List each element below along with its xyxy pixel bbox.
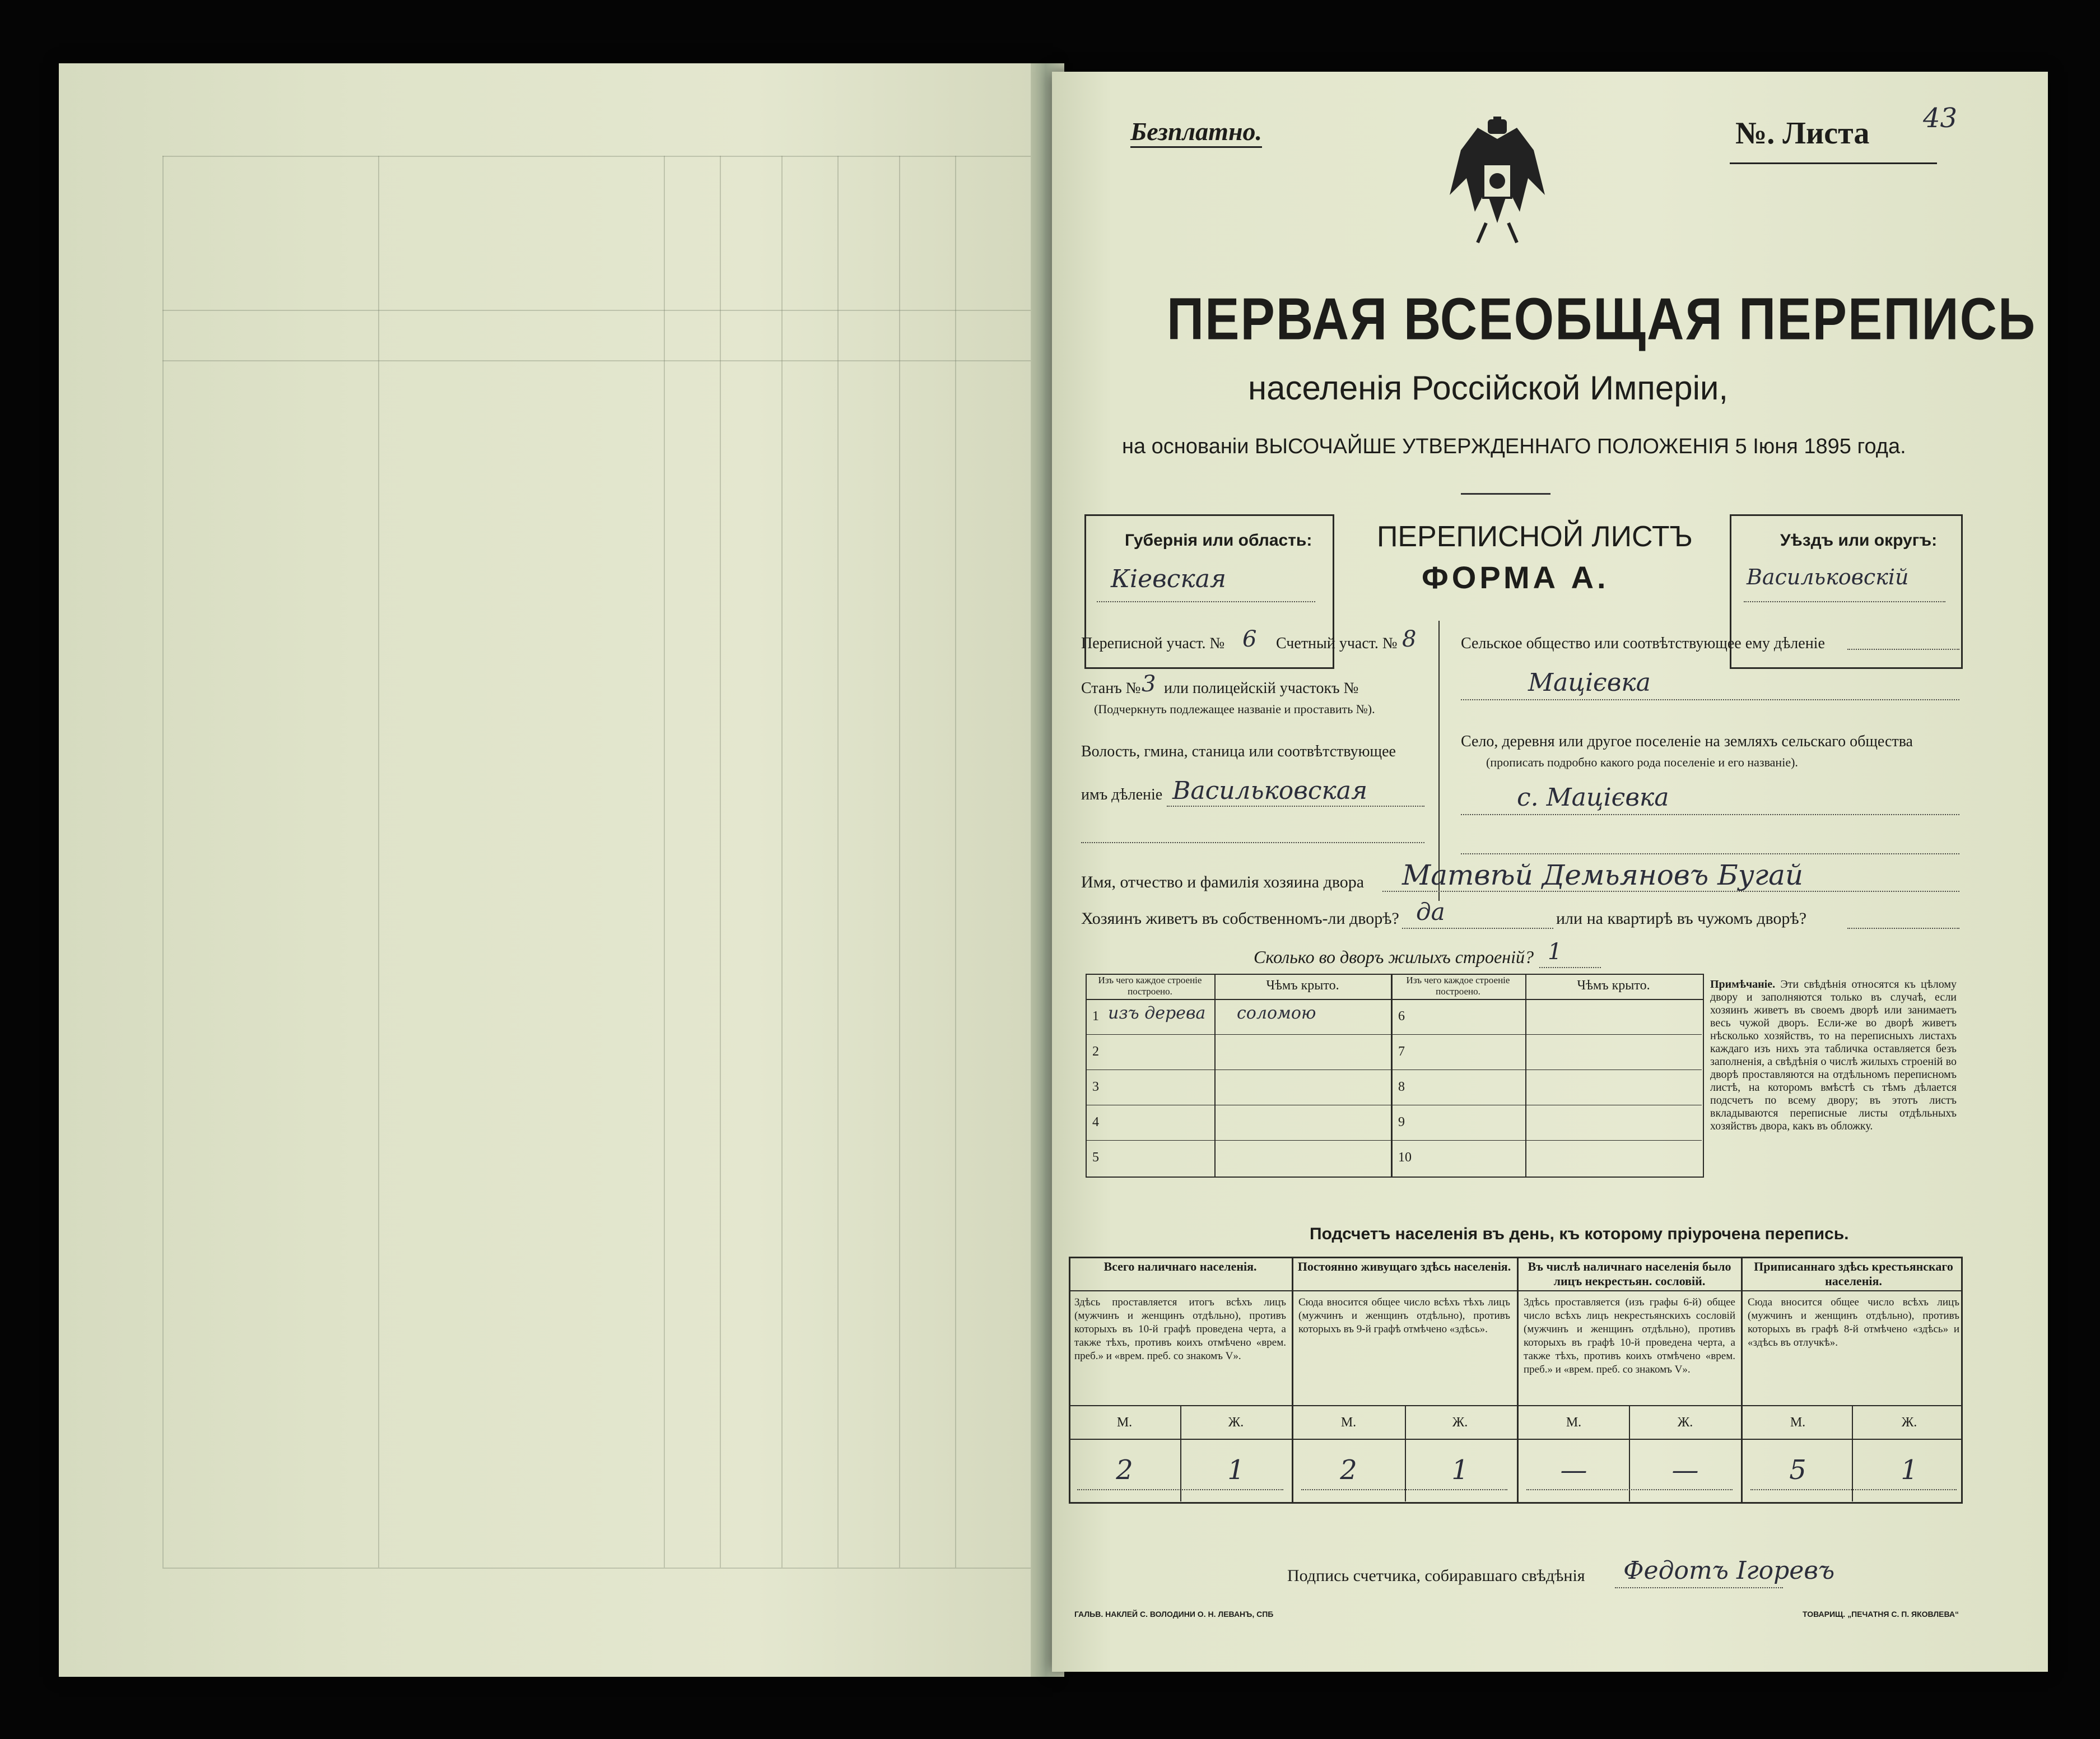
- society-value: Мацієвка: [1528, 668, 1651, 697]
- uezd-label: Уѣздъ или округъ:: [1780, 531, 1938, 550]
- pop-f-label: Ж.: [1901, 1415, 1917, 1430]
- ghost-rule: [781, 156, 783, 1568]
- pop-m-label: М.: [1340, 1415, 1357, 1430]
- stan-value: 3: [1142, 671, 1156, 697]
- stan-label: Станъ №: [1081, 680, 1141, 697]
- pop-m-value: 2: [1340, 1454, 1357, 1486]
- col-roof-header-left: Чѣмъ крыто.: [1266, 978, 1339, 993]
- census-basis-line: на основаніи ВЫСОЧАЙШЕ УТВЕРЖДЕННАГО ПОЛОЖЕНІЯ 5 Іюня 1895 года.: [1122, 435, 1906, 458]
- pop-m-value: 5: [1789, 1454, 1806, 1486]
- pop-value-line: [1077, 1489, 1283, 1490]
- col-roof-header-right: Чѣмъ крыто.: [1577, 978, 1650, 993]
- volost-line: [1167, 806, 1424, 807]
- signature-line: [1615, 1587, 1783, 1588]
- pop-value-line: [1301, 1489, 1507, 1490]
- buildings-row-number: 10: [1398, 1150, 1412, 1165]
- ghost-rule: [899, 156, 900, 1568]
- volost-value: Васильковская: [1172, 776, 1368, 805]
- count-unit-value: 8: [1402, 626, 1417, 652]
- ghost-rule: [162, 156, 164, 1568]
- signature-value: Федотъ Ігоревъ: [1623, 1556, 1835, 1585]
- pop-value-line: [1750, 1489, 1957, 1490]
- underline-note: (Подчеркнуть подлежащее названіе и проставить №).: [1094, 702, 1375, 716]
- ghost-rule: [664, 156, 665, 1568]
- rent-label: или на квартирѣ въ чужомъ дворѣ?: [1556, 909, 1807, 928]
- pop-f-label: Ж.: [1452, 1415, 1468, 1430]
- ghost-rule: [378, 156, 379, 1568]
- buildings-row-number: 7: [1398, 1044, 1405, 1059]
- right-page: [1052, 72, 2048, 1672]
- buildings-row-number: 3: [1092, 1080, 1099, 1094]
- village-line: [1461, 814, 1959, 815]
- buildings-row-number: 2: [1092, 1044, 1099, 1059]
- pop-col-header: Постоянно живущаго здѣсь населенія.: [1297, 1259, 1511, 1273]
- buildings-row-number: 4: [1092, 1115, 1099, 1129]
- left-page: [59, 63, 1053, 1677]
- left-printer-mark: ГАЛЬВ. НАКЛЕЙ С. ВОЛОДИНИ О. Н. ЛЕВАНЪ, СПБ: [1074, 1610, 1274, 1619]
- form-a-title: ФОРМА А.: [1422, 560, 1609, 595]
- pop-col-desc: Здѣсь проставляется итогъ всѣхъ лицъ (мужчинъ и женщинъ отдѣльно), противъ которыхъ въ 10-й графѣ проведена черта, а также тѣхъ, противъ коихъ отмѣчено «врем. преб.» и «врем. преб. со знакомъ V».: [1074, 1296, 1286, 1362]
- rent-line: [1847, 928, 1959, 929]
- buildings-row-number: 5: [1092, 1150, 1099, 1165]
- pop-col-desc: Здѣсь проставляется (изъ графы 6-й) общее число всѣхъ лицъ некрестьянскихъ сословій (мужчинъ и женщинъ отдѣльно), противъ которыхъ въ графѣ 10-й проведена черта, а также тѣхъ, противъ коихъ отмѣчено «врем. преб.» и «врем. преб. со знакомъ V».: [1524, 1296, 1735, 1375]
- note-block: [1710, 978, 1957, 1133]
- uezd-value: Васильковскій: [1747, 565, 1909, 589]
- count-unit-label: Счетный участ. №: [1276, 635, 1398, 652]
- pop-m-label: М.: [1790, 1415, 1806, 1430]
- village-note: (прописать подробно какого рода поселеніе и его названіе).: [1486, 755, 1798, 769]
- own-yard-value: да: [1416, 898, 1445, 926]
- imperial-eagle-emblem: [1444, 117, 1550, 245]
- pop-f-value: 1: [1901, 1454, 1918, 1486]
- society-label: Сельское общество или соотвѣтствующее ему дѣленіе: [1461, 635, 1825, 652]
- volost-line-2: [1081, 842, 1424, 843]
- buildings-row-number: 6: [1398, 1009, 1405, 1024]
- pop-col-header: Всего наличнаго населенія.: [1103, 1259, 1257, 1273]
- buildings-header-rule: [1086, 999, 1703, 1000]
- header-underline: [1730, 162, 1937, 164]
- volost-label: Волость, гмина, станица или соотвѣтствующее: [1081, 743, 1396, 760]
- pop-m-label: М.: [1116, 1415, 1133, 1430]
- sheet-number-value: 43: [1923, 103, 1958, 134]
- own-yard-line: [1402, 928, 1553, 929]
- gubernia-value: Кіевская: [1111, 565, 1227, 593]
- census-unit-value: 6: [1242, 626, 1257, 652]
- village-value: с. Мацієвка: [1517, 783, 1669, 812]
- pop-desc-rule: [1069, 1405, 1962, 1406]
- census-main-title: ПЕРВАЯ ВСЕОБЩАЯ ПЕРЕПИСЬ: [1167, 286, 2037, 352]
- census-subtitle: населенія Россійской Имперіи,: [1248, 369, 1729, 407]
- signature-label: Подпись счетчика, собиравшаго свѣдѣнія: [1287, 1566, 1585, 1585]
- ghost-rule: [162, 156, 1036, 157]
- sheet-number-label: №. Листа: [1735, 116, 1870, 151]
- pop-m-value: —: [1560, 1454, 1587, 1486]
- own-yard-label: Хозяинъ живетъ въ собственномъ-ли дворѣ?: [1081, 909, 1399, 928]
- pop-m-value: 2: [1116, 1454, 1133, 1486]
- pop-col-header: Приписаннаго здѣсь крестьянскаго населенія.: [1754, 1259, 1953, 1288]
- buildings-row-number: 8: [1398, 1080, 1405, 1094]
- pop-header-rule: [1069, 1290, 1962, 1291]
- buildings-table-mid: [1391, 974, 1393, 1177]
- buildings-row-rule: [1086, 1140, 1702, 1141]
- pop-f-value: 1: [1227, 1454, 1245, 1486]
- ghost-rule: [837, 156, 839, 1568]
- buildings-row-rule: [1086, 1034, 1702, 1035]
- owner-value: Матвѣй Демьяновъ Бугай: [1402, 859, 1804, 891]
- ghost-rule: [955, 156, 956, 1568]
- pop-f-value: 1: [1451, 1454, 1469, 1486]
- volost-label-2: имъ дѣленіе: [1081, 786, 1163, 803]
- owner-line: [1382, 891, 1959, 892]
- pop-mf-rule: [1069, 1439, 1962, 1440]
- pop-value-line: [1526, 1489, 1733, 1490]
- buildings-col-sep-left: [1214, 974, 1216, 1177]
- pop-col-desc: Сюда вносится общее число всѣхъ тѣхъ лицъ (мужчинъ и женщинъ отдѣльно), противъ которыхъ въ 9-й графѣ отмѣчено «здѣсь».: [1298, 1296, 1510, 1335]
- ghost-rule: [162, 1568, 1036, 1569]
- uezd-line: [1744, 601, 1945, 602]
- society-line-2: [1461, 699, 1959, 700]
- gubernia-label: Губернія или область:: [1125, 531, 1312, 550]
- ghost-rule: [720, 156, 721, 1568]
- pop-col-header: Въ числѣ наличнаго населенія было лицъ некрестьян. сословій.: [1528, 1259, 1731, 1288]
- right-printer-mark: ТОВАРИЩ. „ПЕЧАТНЯ С. П. ЯКОВЛЕВА“: [1803, 1610, 1959, 1619]
- village-line-2: [1461, 853, 1959, 854]
- ornament-divider: [1461, 493, 1550, 495]
- buildings-row-number: 1: [1092, 1009, 1099, 1024]
- col-material-header-left: Изъ чего каждое строеніе построено.: [1098, 975, 1202, 997]
- pop-col-desc: Сюда вносится общее число всѣхъ лицъ (мужчинъ и женщинъ отдѣльно), противъ которыхъ въ графѣ 8-й отмѣчено «здѣсь» и «здѣсь въ отлучкѣ».: [1748, 1296, 1959, 1349]
- ghost-rule: [162, 360, 1036, 361]
- census-unit-label: Переписной участ. №: [1081, 635, 1225, 652]
- buildings-label: Сколько во дворъ жилыхъ строеній?: [1254, 947, 1534, 967]
- pop-f-label: Ж.: [1677, 1415, 1693, 1430]
- village-label: Село, деревня или другое поселеніе на земляхъ сельскаго общества: [1461, 733, 1913, 750]
- buildings-col-sep-right: [1525, 974, 1526, 1177]
- sheet-title: ПЕРЕПИСНОЙ ЛИСТЪ: [1377, 520, 1693, 553]
- police-label: или полицейскій участокъ №: [1164, 680, 1359, 697]
- note-text: Эти свѣдѣнія относятся къ цѣлому двору и заполняются только въ случаѣ, если хозяинъ живетъ въ своемъ дворѣ или занимаетъ весь чужой дворъ. Если-же во дворѣ живетъ нѣсколько хозяйствъ, то на переписныхъ листахъ каждаго изъ нихъ эта табличка оставляется безъ заполненія, а свѣдѣнія о числѣ жилыхъ строеній во дворѣ проставляются на отдѣльномъ переписномъ листѣ, на которомъ вмѣстѣ съ тѣмъ дѣлается подсчетъ по всему двору; въ этотъ листъ вкладываются переписные листы отдѣльныхъ хозяйствъ двора, какъ въ обложку.: [1710, 978, 1957, 1132]
- gubernia-line: [1097, 601, 1315, 602]
- col-material-header-right: Изъ чего каждое строеніе построено.: [1406, 975, 1510, 997]
- pop-m-label: М.: [1566, 1415, 1582, 1430]
- row1-roof-value: соломою: [1237, 1003, 1316, 1023]
- pop-f-label: Ж.: [1228, 1415, 1244, 1430]
- population-section-title: Подсчетъ населенія въ день, къ которому пріурочена перепись.: [1310, 1225, 1849, 1243]
- society-line: [1847, 649, 1959, 650]
- owner-label: Имя, отчество и фамилія хозяина двора: [1081, 873, 1365, 891]
- row1-material-value: изъ дерева: [1108, 1003, 1206, 1023]
- ghost-rule: [162, 310, 1036, 311]
- note-title: Примѣчаніе.: [1710, 978, 1776, 991]
- buildings-value: 1: [1548, 939, 1562, 965]
- free-label: Безплатно.: [1130, 117, 1262, 148]
- buildings-line: [1539, 967, 1601, 968]
- buildings-row-number: 9: [1398, 1115, 1405, 1129]
- pop-f-value: —: [1671, 1454, 1699, 1486]
